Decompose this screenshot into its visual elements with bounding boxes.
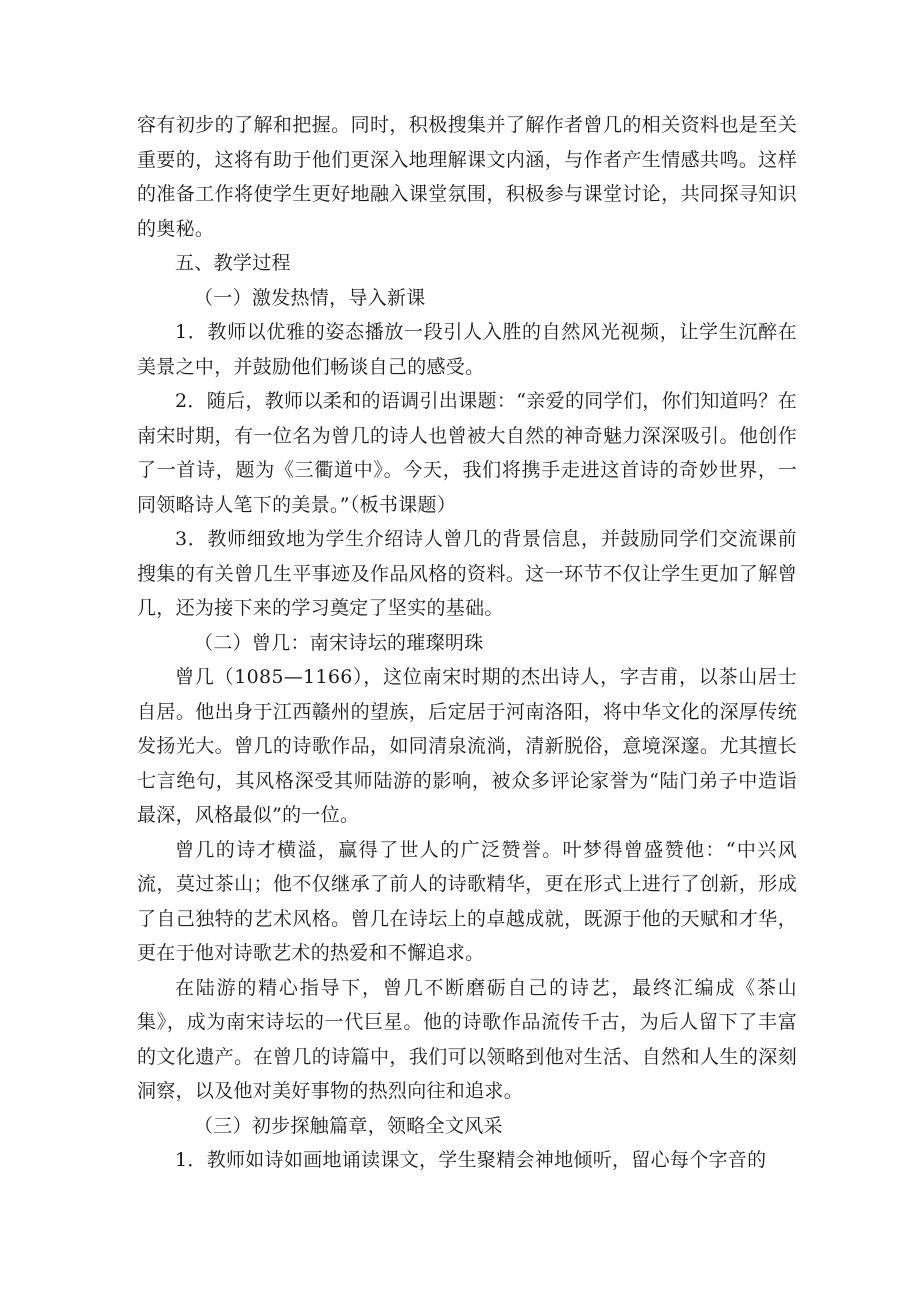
subheading-poet-intro: （二）曾几：南宋诗坛的璀璨明珠 bbox=[194, 631, 484, 654]
list-item-reading-1: 1．教师如诗如画地诵读课文，学生聚精会神地倾听，留心每个字音的 bbox=[175, 1149, 767, 1171]
list-item-2: 2．随后，教师以柔和的语调引出课题：“亲爱的同学们，你们知道吗？在南宋时期，有一位名为曾几的诗人也曾被大自然的神奇魅力深深吸引。他创作了一首诗，题为《三衢道中》。今天，我们将携手走进这首诗的奇妙世界，一同领略诗人笔下的美景。”（板书课题） bbox=[137, 390, 797, 516]
paragraph-poet-legacy: 在陆游的精心指导下，曾几不断磨砺自己的诗艺，最终汇编成《茶山集》，成为南宋诗坛的一代巨星。他的诗歌作品流传千古，为后人留下了丰富的文化遗产。在曾几的诗篇中，我们可以领略到他对生活、自然和人生的深刻洞察，以及他对美好事物的热烈向往和追求。 bbox=[137, 976, 797, 1102]
paragraph-preparation-continued: 容有初步的了解和把握。同时，积极搜集并了解作者曾几的相关资料也是至关重要的，这将有助于他们更深入地理解课文内涵，与作者产生情感共鸣。这样的准备工作将使学生更好地融入课堂氛围，积极参与课堂讨论，共同探寻知识的奥秘。 bbox=[137, 114, 797, 240]
section-heading-teaching-process: 五、教学过程 bbox=[175, 252, 291, 274]
list-item-3: 3．教师细致地为学生介绍诗人曾几的背景信息，并鼓励同学们交流课前搜集的有关曾几生平事迹及作品风格的资料。这一环节不仅让学生更加了解曾几，还为接下来的学习奠定了坚实的基础。 bbox=[137, 528, 797, 619]
subheading-first-reading: （三）初步探触篇章，领略全文风采 bbox=[194, 1114, 503, 1137]
list-item-1: 1．教师以优雅的姿态播放一段引人入胜的自然风光视频，让学生沉醉在美景之中，并鼓励他们畅谈自己的感受。 bbox=[137, 321, 797, 378]
paragraph-poet-biography: 曾几（1085—1166），这位南宋时期的杰出诗人，字吉甫，以茶山居士自居。他出身于江西赣州的望族，后定居于河南洛阳，将中华文化的深厚传统发扬光大。曾几的诗歌作品，如同清泉流淌，清新脱俗，意境深邃。尤其擅长七言绝句，其风格深受其师陆游的影响，被众多评论家誉为“陆门弟子中造诣最深，风格最似”的一位。 bbox=[137, 666, 797, 826]
document-body bbox=[137, 108, 797, 1178]
paragraph-poet-praise: 曾几的诗才横溢，赢得了世人的广泛赞誉。叶梦得曾盛赞他：“中兴风流，莫过茶山；他不仅继承了前人的诗歌精华，更在形式上进行了创新，形成了自己独特的艺术风格。曾几在诗坛上的卓越成就，既源于他的天赋和才华，更在于他对诗歌艺术的热爱和不懈追求。 bbox=[137, 838, 797, 964]
subheading-introduction: （一）激发热情，导入新课 bbox=[194, 286, 426, 309]
